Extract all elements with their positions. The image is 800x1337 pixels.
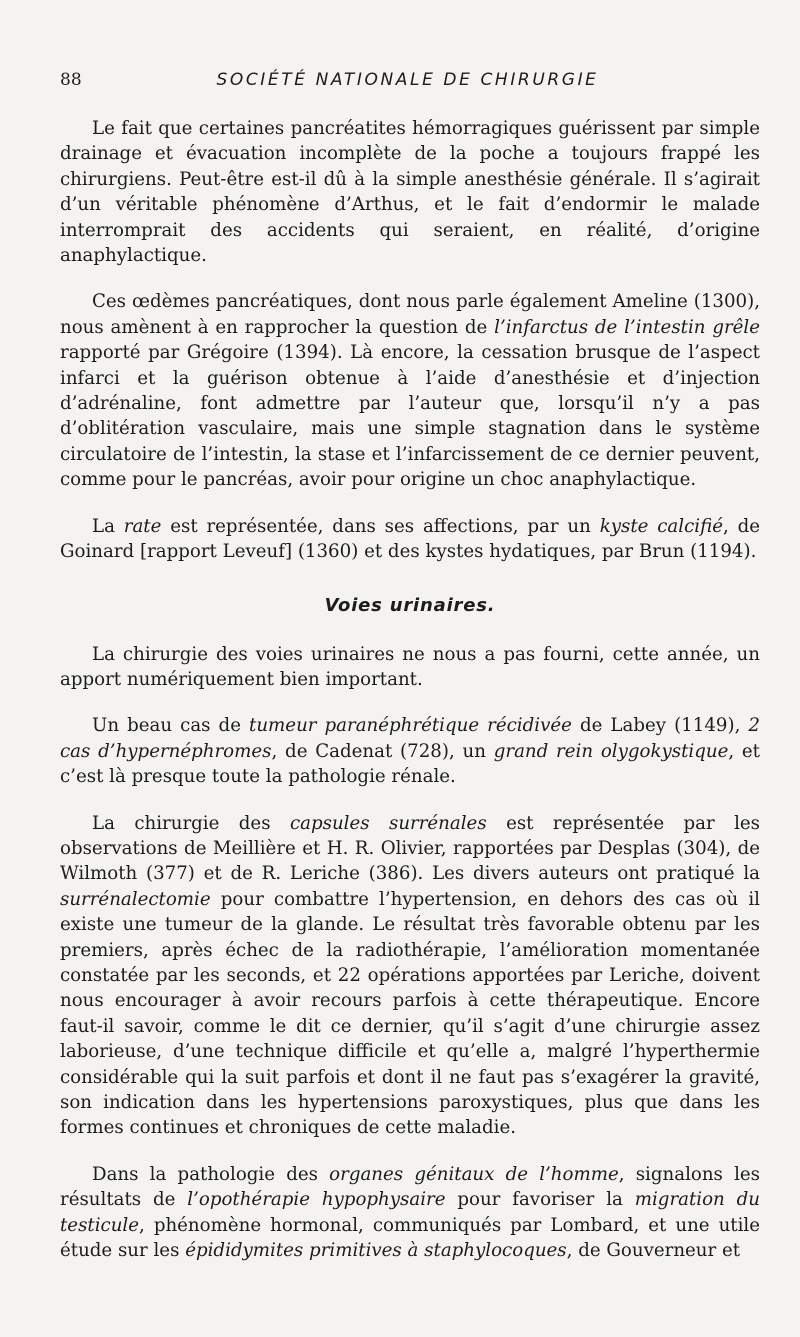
italic-run: organes génitaux de l’homme bbox=[329, 1163, 619, 1185]
italic-run: grand rein olygokystique bbox=[493, 740, 729, 762]
italic-run: rate bbox=[123, 515, 162, 537]
page-header bbox=[60, 70, 755, 96]
paragraph bbox=[60, 713, 760, 789]
text-run: La chirurgie des voies urinaires ne nous a pas fourni, cette année, un apport numériquement bien important. bbox=[60, 643, 760, 690]
text-run: , de Cadenat (728), un bbox=[271, 740, 494, 762]
running-title: SOCIÉTÉ NATIONALE DE CHIRURGIE bbox=[216, 70, 599, 90]
text-run: est représentée par les observations de Meillière et H. R. Olivier, rapportées par Desplas (304), de Wilmoth (377) et de R. Leriche (386). Les divers auteurs ont pratiqué la bbox=[60, 812, 760, 885]
text-run: La chirurgie des bbox=[92, 812, 290, 834]
text-run: pour combattre l’hypertension, en dehors des cas où il existe une tumeur de la glande. Le résultat très favorable obtenu par les premiers, après échec de la radiothérapie, l’amélioration momentanée constatée par les seconds, et 22 opérations apportées par Leriche, doivent nous encourager à avoir recours parfois à cette thérapeutique. Encore faut-il savoir, comme le dit ce dernier, qu’il s’agit d’une chirurgie assez laborieuse, d’une technique difficile et qu’elle a, malgré l’hyperthermie considérable qui la suit parfois et dont il ne faut pas s’exagérer la gravité, son indication dans les hypertensions paroxystiques, plus que dans les formes continues et chroniques de cette maladie. bbox=[60, 888, 760, 1139]
italic-run: 2 cas d’hypernéphromes bbox=[60, 715, 760, 762]
italic-run: migration du testicule bbox=[60, 1189, 760, 1236]
text-run: de Labey (1149), bbox=[571, 715, 749, 737]
text-run: Le fait que certaines pancréatites hémorragiques guérissent par simple drainage et évacuation incomplète de la poche a toujours frappé les chirurgiens. Peut-être est-il dû à la simple anesthésie générale. Il s’agirait d’un véritable phénomène d’Arthus, et le fait d’endormir le malade interromprait des accidents qui seraient, en réalité, d’origine anaphylactique. bbox=[60, 118, 760, 267]
italic-run: surrénalectomie bbox=[60, 888, 211, 910]
italic-run: kyste calcifié bbox=[599, 515, 723, 537]
text-run: , signalons les résultats de bbox=[60, 1163, 761, 1211]
text-run: Dans la pathologie des bbox=[92, 1163, 330, 1185]
italic-run: tumeur paranéphrétique récidivée bbox=[249, 715, 572, 737]
italic-run: l’opothérapie hypophysaire bbox=[187, 1189, 446, 1211]
italic-run: capsules surrénales bbox=[289, 812, 487, 834]
text-run: , de Gouverneur et bbox=[566, 1240, 741, 1262]
text-run: , et c’est là presque toute la pathologie rénale. bbox=[60, 740, 760, 788]
text-run: pour favoriser la bbox=[445, 1189, 635, 1211]
text-run: Un beau cas de bbox=[92, 715, 250, 737]
italic-run: épididymites primitives à staphylocoques bbox=[185, 1240, 567, 1262]
paragraphs-before bbox=[60, 116, 760, 565]
text-run: est représentée, dans ses affections, par un bbox=[161, 515, 600, 537]
text-run: Ces œdèmes pancréatiques, dont nous parle également Ameline (1300), nous amènent à en rapprocher la question de bbox=[60, 291, 760, 338]
text-run: La bbox=[92, 515, 124, 537]
page-number: 88 bbox=[60, 70, 82, 90]
text-run: , de Goinard [rapport Leveuf] (1360) et des kystes hydatiques, par Brun (1194). bbox=[60, 515, 761, 563]
paragraph bbox=[60, 116, 760, 268]
paragraph bbox=[60, 642, 760, 693]
text-run: , phénomène hormonal, communiqués par Lombard, et une utile étude sur les bbox=[60, 1214, 760, 1262]
italic-run: l’infarctus de l’intestin grêle bbox=[494, 316, 760, 338]
text-run: rapporté par Grégoire (1394). Là encore, la cessation brusque de l’aspect infarci et la guérison obtenue à l’aide d’anesthésie et d’injection d’adrénaline, font admettre par l’auteur que, lorsqu’il n’y a pas d’oblitération vasculaire, mais une simple stagnation dans le système circulatoire de l’intestin, la stase et l’infarcissement de ce dernier peuvent, comme pour le pancréas, avoir pour origine un choc anaphylactique. bbox=[60, 342, 760, 491]
section-heading: Voies urinaires. bbox=[324, 594, 496, 616]
paragraph bbox=[60, 1162, 760, 1264]
paragraph bbox=[60, 289, 760, 492]
paragraphs-after bbox=[60, 642, 760, 1264]
paragraph bbox=[60, 811, 760, 1141]
body-text bbox=[60, 116, 760, 1284]
paragraph bbox=[60, 514, 760, 565]
